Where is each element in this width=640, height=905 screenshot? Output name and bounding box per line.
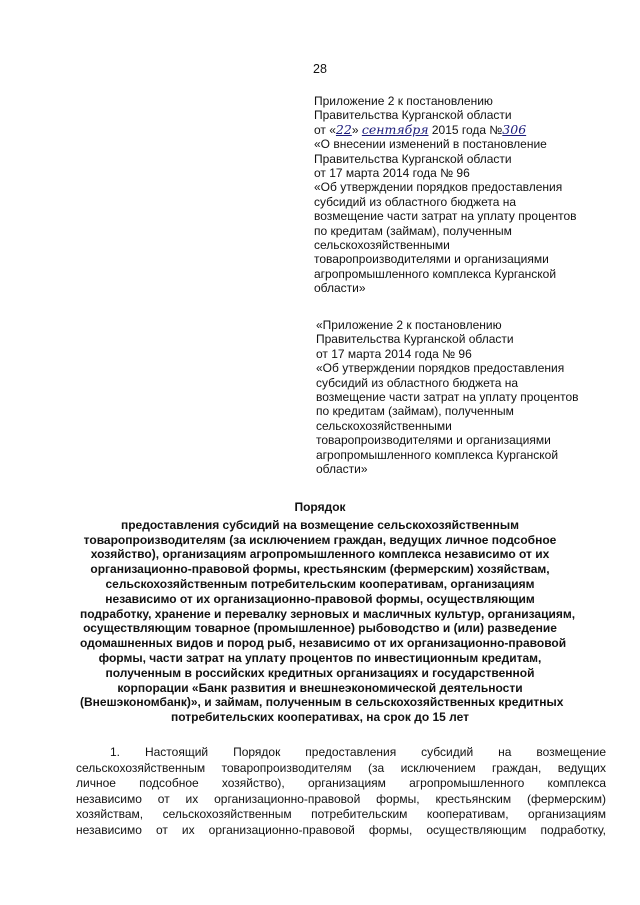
handwritten-month: сентября [361,121,429,137]
title-line: (Внешэкономбанк)», и займам, полученным в сельскохозяйственных кредитных [80,695,564,710]
body-line: независимо от их организационно-правовой формы, осуществляющим подработку, [76,822,606,837]
date-mid: » [351,122,362,137]
appendix-header-original [316,318,579,476]
appendix-line: Приложение 2 к постановлению [314,94,493,108]
appendix-line: Правительства Курганской области [316,332,514,347]
appendix-line: «Об утверждении порядков предоставления [314,180,563,195]
appendix-line: «Об утверждении порядков предоставления [316,361,565,376]
appendix-line: области» [314,281,366,296]
appendix-line: области» [316,462,368,477]
date-prefix: от « [314,122,336,137]
appendix-line: субсидий из областного бюджета на [316,375,519,390]
appendix-date-line [314,123,577,137]
title-line: корпорации «Банк развития и внешнеэкономической деятельности [117,680,523,695]
appendix-line: Правительства Курганской области [314,108,512,123]
appendix-line: по кредитам (займам), полученным [314,223,512,238]
body-line: независимо от их организационно-правовой формы, крестьянским (фермерским) [76,791,606,806]
appendix-line: «О внесении изменений в постановление [314,137,547,152]
title-line: товаропроизводителям (за исключением граждан, ведущих личное подсобное [83,532,557,547]
appendix-line: от 17 марта 2014 года № 96 [316,346,472,361]
title-line: потребительских кооперативах, на срок до 15 лет [170,710,470,725]
appendix-line: возмещение части затрат на уплату процентов [316,390,579,405]
document-heading: Порядок [294,500,346,514]
handwritten-day: 22 [335,121,352,137]
title-line: одомашненных видов и пород рыб, независимо от их организационно-правовой [80,636,567,651]
date-year: 2015 года № [428,122,503,137]
appendix-line: возмещение части затрат на уплату процентов [314,209,577,224]
title-line: полученным в российских кредитных организациях и государственной [105,665,535,680]
appendix-line: товаропроизводителями и организациями [316,433,551,448]
appendix-line: субсидий из областного бюджета на [314,194,517,209]
page-number: 28 [313,62,327,76]
appendix-line: агропромышленного комплекса Курганской [316,447,559,462]
body-line: личное подсобное хозяйство), организациям агропромышленного комплекса [76,776,606,791]
title-line: осуществляющим товарное (промышленное) рыбоводство и (или) разведение [83,621,557,636]
title-line: хозяйство), организациям агропромышленного комплекса независимо от их [90,547,550,562]
title-line: организационно-правовой формы, крестьянским (фермерским) хозяйствам, [90,562,550,577]
body-line: 1. Настоящий Порядок предоставления субсидий на возмещение [110,745,606,759]
document-title-block [80,500,576,725]
handwritten-number: 306 [502,121,527,137]
title-line: сельскохозяйственным потребительским кооперативам, организациям [105,576,535,591]
appendix-line: Правительства Курганской области [314,151,512,166]
appendix-line: агропромышленного комплекса Курганской [314,266,557,281]
body-paragraph [76,745,606,839]
appendix-line: сельскохозяйственными [314,238,450,253]
title-line: формы, части затрат на уплату процентов по инвестиционным кредитам, [98,650,542,665]
appendix-line: «Приложение 2 к постановлению [316,318,502,332]
title-line: предоставления субсидий на возмещение сельскохозяйственным [120,517,520,532]
title-line: независимо от их организационно-правовой формы, осуществляющим [105,591,535,606]
title-line: подработку, хранение и перевалку зерновых и масличных культур, организациям, [80,606,576,621]
appendix-line: от 17 марта 2014 года № 96 [314,166,470,181]
body-line: хозяйствам, сельскохозяйственным потребительским кооперативам, организациям [76,807,606,822]
body-line: сельскохозяйственным товаропроизводителям (за исключением граждан, ведущих [76,760,606,775]
appendix-line: по кредитам (займам), полученным [316,404,514,419]
appendix-header-amendment [314,94,577,296]
appendix-line: товаропроизводителями и организациями [314,252,549,267]
appendix-line: сельскохозяйственными [316,418,452,433]
